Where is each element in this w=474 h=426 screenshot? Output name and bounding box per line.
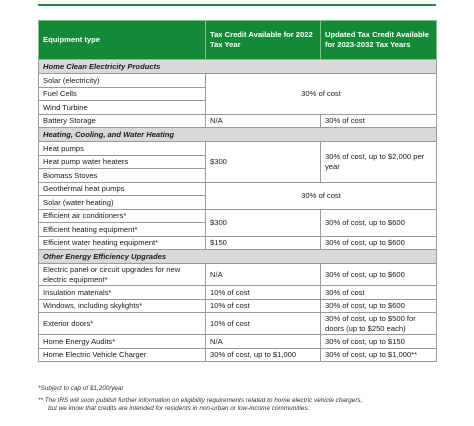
credit-2023-cell: 30% of cost, up to $2,000 per year	[321, 142, 437, 183]
equipment-cell: Efficient air conditioners*	[39, 209, 206, 223]
equipment-cell: Exterior doors*	[39, 313, 206, 335]
table-row	[39, 142, 437, 156]
credit-2022-cell: 10% of cost	[206, 286, 321, 300]
credit-2022-cell: N/A	[206, 335, 321, 349]
equipment-cell: Efficient heating equipment*	[39, 223, 206, 237]
table-row	[39, 313, 437, 335]
table-row	[39, 74, 437, 88]
top-rule	[38, 4, 436, 6]
equipment-cell: Home Energy Audits*	[39, 335, 206, 349]
footnote-ev-line1: ** The IRS will soon publish further information on eligibility requirements related to home electric vehicle chargers,	[38, 397, 363, 404]
table-row	[39, 236, 437, 250]
credit-2022-cell: 10% of cost	[206, 313, 321, 335]
equipment-cell: Geothermal heat pumps	[39, 182, 206, 196]
table-row	[39, 299, 437, 313]
credit-2023-cell: 30% of cost, up to $1,000**	[321, 348, 437, 362]
credit-2022-cell: $150	[206, 236, 321, 250]
table-row	[39, 114, 437, 128]
tax-credit-table	[38, 20, 437, 362]
credit-2023-cell: 30% of cost, up to $600	[321, 299, 437, 313]
equipment-cell: Fuel Cells	[39, 87, 206, 101]
table-row	[39, 335, 437, 349]
section-row	[39, 250, 437, 264]
table-header-row	[39, 21, 437, 60]
footnote-ev-charger	[38, 397, 362, 413]
equipment-cell: Solar (water heating)	[39, 196, 206, 210]
equipment-cell: Insulation materials*	[39, 286, 206, 300]
equipment-cell: Home Electric Vehicle Charger	[39, 348, 206, 362]
credit-cell-merged: 30% of cost	[206, 182, 437, 209]
table-row	[39, 182, 437, 196]
header-2022: Tax Credit Available for 2022 Tax Year	[206, 21, 321, 60]
equipment-cell: Wind Turbine	[39, 101, 206, 115]
credit-2022-cell: N/A	[206, 264, 321, 286]
equipment-cell: Solar (electricity)	[39, 74, 206, 88]
table-row	[39, 264, 437, 286]
table-row	[39, 348, 437, 362]
credit-2022-cell: N/A	[206, 114, 321, 128]
equipment-cell: Biomass Stoves	[39, 169, 206, 183]
equipment-cell: Battery Storage	[39, 114, 206, 128]
credit-2023-cell: 30% of cost, up to $600	[321, 236, 437, 250]
credit-2023-cell: 30% of cost, up to $600	[321, 209, 437, 236]
credit-2022-cell: $300	[206, 142, 321, 183]
credit-2023-cell: 30% of cost	[321, 114, 437, 128]
table-row	[39, 209, 437, 223]
table-row	[39, 286, 437, 300]
footnote-cap: *Subject to cap of $1,200/year	[38, 385, 124, 392]
header-equipment-type: Equipment type	[39, 21, 206, 60]
section-title-clean-electricity: Home Clean Electricity Products	[39, 60, 437, 74]
section-row	[39, 60, 437, 74]
equipment-cell: Efficient water heating equipment*	[39, 236, 206, 250]
credit-2022-cell: 10% of cost	[206, 299, 321, 313]
equipment-cell: Electric panel or circuit upgrades for new electric equipment*	[39, 264, 206, 286]
credit-2023-cell: 30% of cost	[321, 286, 437, 300]
section-title-other-upgrades: Other Energy Efficiency Upgrades	[39, 250, 437, 264]
credit-2022-cell: $300	[206, 209, 321, 236]
equipment-cell: Windows, including skylights*	[39, 299, 206, 313]
credit-2023-cell: 30% of cost, up to $150	[321, 335, 437, 349]
credit-2022-cell: 30% of cost, up to $1,000	[206, 348, 321, 362]
credit-2023-cell: 30% of cost, up to $500 for doors (up to $250 each)	[321, 313, 437, 335]
equipment-cell: Heat pump water heaters	[39, 155, 206, 169]
header-2023-2032: Updated Tax Credit Available for 2023-2032 Tax Years	[321, 21, 437, 60]
credit-2023-cell: 30% of cost, up to $600	[321, 264, 437, 286]
footnote-ev-line2: but we know that credits are intended for residents in non-urban or low-income communities.	[48, 405, 310, 413]
equipment-cell: Heat pumps	[39, 142, 206, 156]
section-row	[39, 128, 437, 142]
section-title-heating-cooling: Heating, Cooling, and Water Heating	[39, 128, 437, 142]
credit-cell-merged: 30% of cost	[206, 74, 437, 115]
